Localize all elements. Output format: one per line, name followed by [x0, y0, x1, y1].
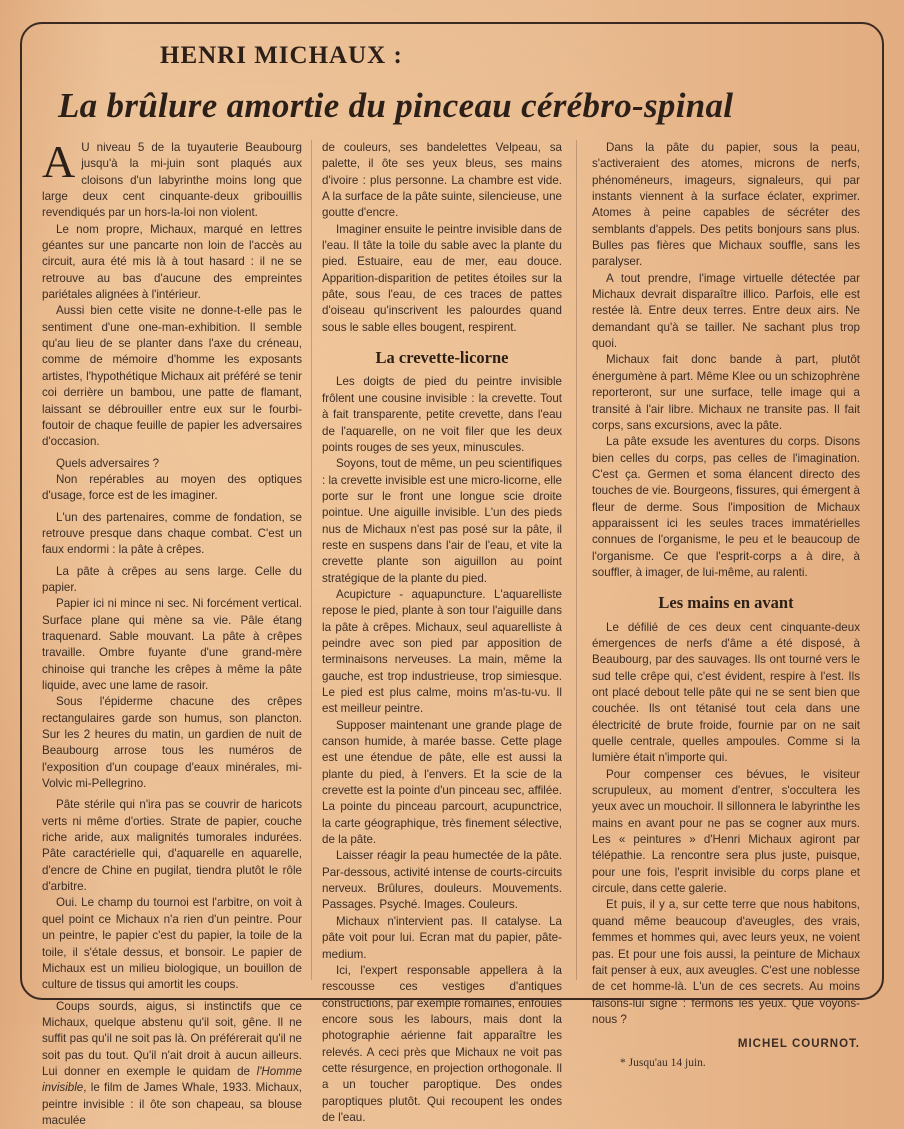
film-title: l'Homme invisible [42, 1064, 302, 1095]
paragraph-text: U niveau 5 de la tuyauterie Beaubourg jusqu'à la mi-juin sont plaqués aux cloisons d'un labyrinthe moins long que large deux cent cinquante-deux gribouillis revendiqués par un hors-la-loi non violent. [42, 141, 302, 220]
paragraph: Acupicture - aquapuncture. L'aquarelliste repose le pied, plante à son tour l'aiguille dans la pâte à crêpes. Michaux, seul aquarelliste à peindre avec son pied par apposition de terminaisons nerveuses. La main, même la gauche, est trop industrieuse, trop simiesque. Le pied est plus calme, moins m'as-tu-vu. Il est meilleur peintre. [322, 587, 562, 716]
paragraph [42, 136, 302, 222]
paragraph: L'un des partenaires, comme de fondation, se retrouve presque dans chaque combat. C'est un faux endormi : la pâte à crêpes. [42, 510, 302, 557]
subheading-crevette-licorne: La crevette-licorne [375, 348, 509, 368]
paragraph: Oui. Le champ du tournoi est l'arbitre, on voit à quel point ce Michaux n'a rien d'un peintre. Pour un peintre, le papier c'est du papier, la toile de la toile, il s'étale dessus, et bonsoir. Le papier de Michaux est un milieu biologique, un bouillon de culture de tissus qui amortit les coups. [42, 896, 302, 992]
paragraph: Les doigts de pied du peintre invisible frôlent une cousine invisible : la crevette. Tout à fait transparente, petite crevette, dans l'eau de l'aquarelle, on ne voit filer que les deux points rouges de ses yeux, minuscules. [322, 375, 562, 454]
paragraph: A tout prendre, l'image virtuelle détectée par Michaux devrait disparaître illico. Parfois, elle est restée là. Entre deux terres. Entre deux airs. Ne demandant qu'à se tailler. Ne sachant plus trop quoi. [592, 271, 860, 351]
column-2 [322, 140, 562, 1126]
paragraph: Laisser réagir la peau humectée de la pâte. Par-dessous, activité intense de courts-circuits nerveux. Brûlures, douleurs. Mouvements. Passages. Psyché. Images. Couleurs. [322, 849, 562, 912]
column-rule [311, 140, 312, 980]
paragraph: Sous l'épiderme chacune des crêpes rectangulaires garde son humus, son plancton. Sur les 2 heures du matin, un gardien de nuit de Beaubourg arrose tous les numéros de l'exposition d'un coupage d'eaux minérales, mi-Volvic mi-Pellegrino. [42, 695, 302, 791]
footnote: * Jusqu'au 14 juin. [620, 1056, 706, 1069]
paragraph: Quels adversaires ? [56, 456, 160, 470]
paragraph-text: , le film de James Whale, 1933. Michaux, peintre invisible : il ôte son chapeau, sa blouse maculée [42, 1081, 302, 1127]
column-1 [42, 136, 302, 1129]
paragraph: Le nom propre, Michaux, marqué en lettres géantes sur une pancarte non loin de l'accès au circuit, aura été mis là à tout hasard : il ne se retrouve au bas d'aucune des empreintes pariétales alignées à l'intérieur. [42, 222, 302, 302]
paragraph: Michaux n'intervient pas. Il catalyse. La pâte voit pour lui. Ecran mat du papier, pâte-medium. [322, 914, 562, 961]
col1-paragraphs [42, 136, 302, 994]
paragraph [42, 999, 302, 1129]
col2-paragraphs-a [322, 222, 562, 336]
paragraph: La pâte exsude les aventures du corps. Disons bien celles du corps, pas celles de l'imagination. C'est ça. Germen et soma élancent directo des touches de vie. Bourgeons, fissures, qui émergent à fleur de derme. Sous l'imposition de Michaux apparaissent ici les seules traces immatérielles connues de l'organisme, le peu et le beaucoup de l'organisme. Ce que l'esprit-corps a à dire, à souffler, à imager, de lui-même, au ralenti. [592, 435, 860, 579]
subheading-mains-en-avant: Les mains en avant [658, 593, 794, 613]
column-3 [592, 140, 860, 1071]
paragraph: Supposer maintenant une grande plage de canson humide, à marée basse. Cette plage est une étendue de pâte, elle est aussi la plante du pied, à l'envers. Et la scie de la crevette est la pointe d'un pinceau sec, affilée. La pointe du pinceau parcourt, acupunctrice, la carte géographique, très finement sélective, de la pâte. [322, 718, 562, 847]
paragraph: Michaux fait donc bande à part, plutôt énergumène à part. Même Klee ou un schizophrène reporteront, sur une surface, telle image qui a transité à l'air libre. Michaux ne transite pas. Il fait corps, sans excursions, avec la pâte. [592, 353, 860, 432]
paragraph-text: Coups sourds, aigus, si instinctifs que ce Michaux, quelque abstenu qu'il soit, gêne. Il ne suffit pas qu'il ne soit pas là. On préférerait qu'il ne soit pas du tout. Qu'il n'ait droit à aucun ailleurs. Lui donner en exemple le quidam de [42, 999, 302, 1078]
article-kicker: HENRI MICHAUX : [160, 42, 403, 69]
paragraph: Imaginer ensuite le peintre invisible dans de l'eau. Il tâte la toile du sable avec la plante du pied. Estuaire, eau de mer, eau douce. Apparition-disparition de petites étoiles sur la pâte, sous l'eau, de ces traces de pattes d'oiseau qu'inscrivent les palourdes quand sous le sable elles bougent, respirent. [322, 222, 562, 334]
column-rule [576, 140, 577, 980]
paragraph: Ici, l'expert responsable appellera à la rescousse ces vestiges d'antiques constructions, par exemple romaines, enfouies encore sous les labours, mais dont la photographie aérienne fait apparaître les relevés. A ceci près que Michaux ne voit pas cette résurgence, en projection orthogonale. Il a un toucher paroptique. Des ondes paroptiques plutôt. Qui recoupent les ondes de l'eau. [322, 963, 562, 1124]
col3-paragraphs-b [592, 620, 860, 1029]
paragraph: Soyons, tout de même, un peu scientifiques : la crevette invisible est une micro-licorne, elle porte sur le front une longue scie droite pointue. Une aiguille invisible. L'un des pieds nus de Michaux n'est pas posé sur la pâte, il reste en suspens dans l'air de l'eau, et vite la crevette plante son aiguillon au point stratégique de la plante du pied. [322, 457, 562, 585]
paragraph: Dans la pâte du papier, sous la peau, s'activeraient des atomes, microns de nerfs, phénoméneurs, imageurs, signaleurs, qui par instants viennent à la surface éclater, exprimer. Atomes à peine capables de sécréter des semblants d'appels. Des petits bonjours sans plus. Bulles pas fières que Michaux souffle, sans les paralyser. [592, 141, 860, 269]
article-headline: La brûlure amortie du pinceau cérébro-spinal [58, 86, 734, 125]
paragraph: Papier ici ni mince ni sec. Ni forcément vertical. Surface plane qui mène sa vie. Pâle étang traquenard. Sable mouvant. La pâte à crêpes travaille. Ombre fuyante d'une grand-mère chinoise qui tranche les crêpes à même la pâte liquide, avec une lame de rasoir. [42, 597, 302, 692]
paragraph: Et puis, il y a, sur cette terre que nous habitons, quand même beaucoup d'aveugles, des vrais, femmes et hommes qui, avec leurs yeux, ne voient pas. Et pour une fois aussi, la peinture de Michaux fait penser à eux, aux aveugles. C'est une noblesse de cet homme-là. L'un de ces secrets. Au moins faisons-lui signe : fermons les yeux. Que voyons-nous ? [592, 898, 860, 1026]
paragraph: Pâte stérile qui n'ira pas se couvrir de haricots verts ni même d'orties. Strate de papier, couche riche aride, aux malignités tumorales indurées. Pâte caractérielle qui, d'aquarelle en aquarelle, d'encre de Chine en pugilat, tiendra plutôt le rôle d'arbitre. [42, 798, 302, 894]
paragraph: Aussi bien cette visite ne donne-t-elle pas le sentiment d'une one-man-exhibition. Il semble qu'au lieu de se planter dans l'axe du créneau, comme de mémoire d'homme les exposants artistes, l'hypothétique Michaux ait préféré se tenir coi derrière un bambou, une patte de flamant, laissant se débrouiller entre eux sur le fourbi-foutoir de chaque feuille de papier les adversaires d'occasion. [42, 304, 302, 449]
col2-paragraphs-b [322, 374, 562, 1126]
paragraph: Non repérables au moyen des optiques d'usage, force est de les imaginer. [42, 472, 302, 503]
paragraph: Pour compenser ces bévues, le visiteur scrupuleux, au moment d'entrer, s'occultera les yeux avec un mouchoir. Il sillonnera le labyrinthe les mains en avant pour ne pas se cogner aux murs. Les « peintures » d'Henri Michaux agiront par télépathie. La rencontre sera plus juste, puisque, pour une fois, l'esprit invisible du corps plane et circule, dans cette galerie. [592, 767, 860, 896]
author-signature: MICHEL COURNOT. [737, 1038, 860, 1051]
drop-cap: A [42, 136, 76, 187]
paragraph: de couleurs, ses bandelettes Velpeau, sa palette, il ôte ses yeux bleus, ses mains d'ivoire : plus personne. La chambre est vide. A la surface de la pâte suinte, silencieuse, une goutte d'encre. [322, 141, 562, 220]
col3-paragraphs-a [592, 140, 860, 581]
paragraph: Le défilié de ces deux cent cinquante-deux émergences de nerfs d'âme a été disposé, à Beaubourg, par des sauvages. Ils ont tourné vers le sud telle crêpe qui, c'est évident, respire à l'est. Ils ont placé debout telle pâte qui ne se sent bien que couchée. Ils ont tétanisé tout cela dans une électricité de brute froide, fournie par on ne sait quelle centrale, quelles ampoules. Comme si la lumière était n'importe qui. [592, 620, 860, 765]
paragraph: La pâte à crêpes au sens large. Celle du papier. [42, 564, 302, 594]
